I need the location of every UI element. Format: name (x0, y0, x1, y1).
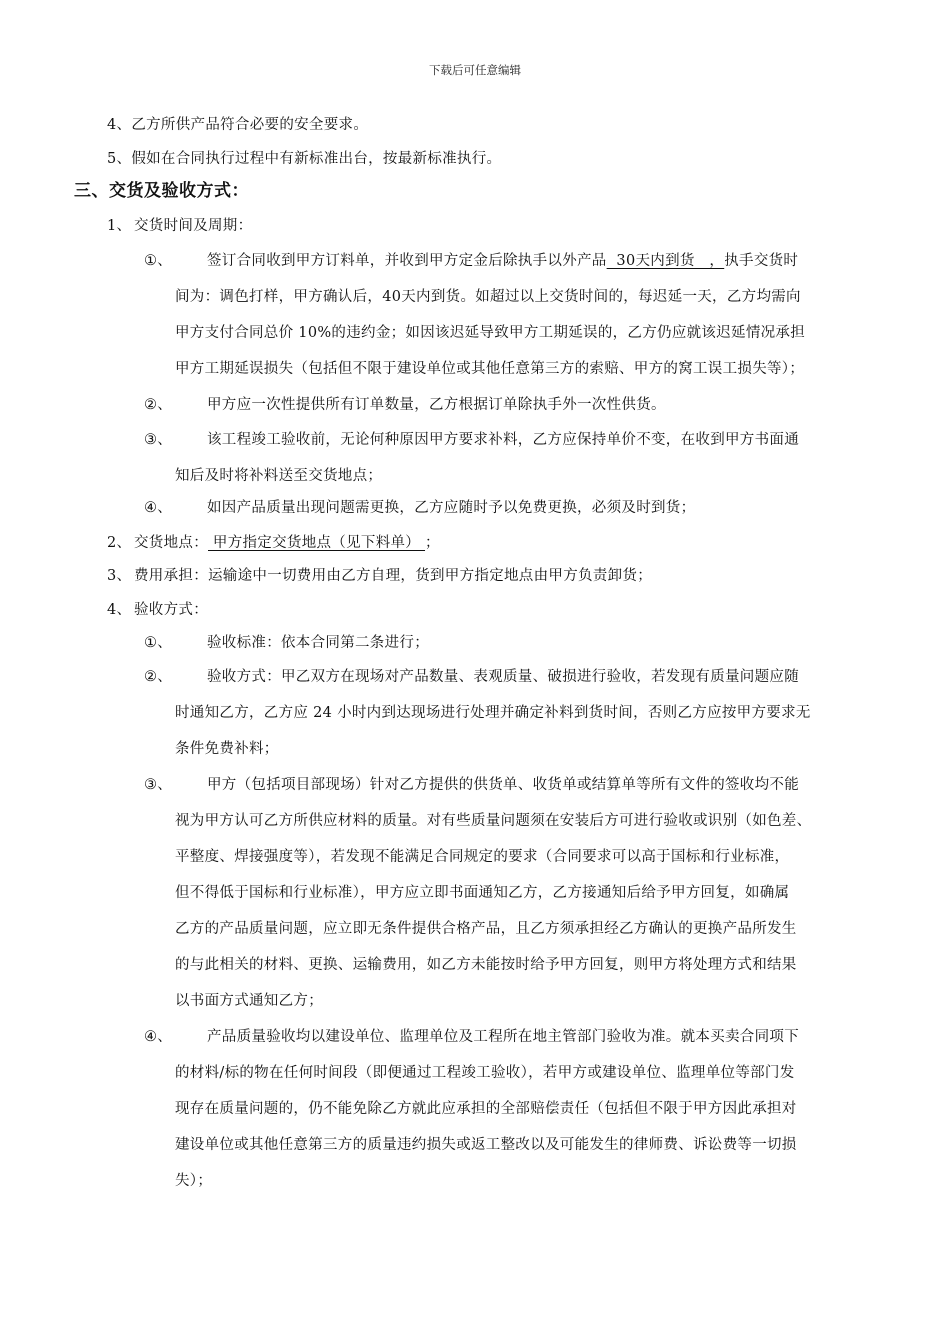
item-1-4-line-1: 如因产品质量出现问题需更换，乙方应随时予以免费更换，必须及时到货； (207, 500, 696, 516)
item-1-2-num: ②、 (144, 397, 173, 413)
item-4-4-line-5: 失）； (175, 1173, 213, 1189)
item-4-num: 4、 (107, 602, 132, 618)
item-2-line (134, 533, 440, 553)
item-4-label: 验收方式： (134, 602, 208, 618)
item-1-1-line-3: 甲方支付合同总价 10%的违约金；如因该迟延导致甲方工期延误的，乙方仍应就该迟延情况承担 (175, 325, 806, 341)
item-4-3-line-2: 视为甲方认可乙方所供应材料的质量。对有些质量问题须在安装后方可进行验收或识别（如色差、 (175, 813, 812, 829)
item-4-3-line-4: 但不得低于国标和行业标准），甲方应立即书面通知乙方，乙方接通知后给予甲方回复，如确属 (175, 885, 790, 901)
item-1-4-num: ④、 (144, 500, 173, 516)
item-1-1-text-tail: 执手交货时 (724, 253, 799, 269)
item-1-label: 交货时间及周期： (134, 218, 253, 234)
item-4-2-line-1: 验收方式：甲乙双方在现场对产品数量、表观质量、破损进行验收，若发现有质量问题应随 (207, 669, 799, 685)
item-3-text: 费用承担：运输途中一切费用由乙方自理，货到甲方指定地点由甲方负责卸货； (134, 568, 652, 584)
item-1-2-line-1: 甲方应一次性提供所有订单数量，乙方根据订单除执手外一次性供货。 (207, 397, 666, 413)
item-4-3-line-3: 平整度、焊接强度等），若发现不能满足合同规定的要求（合同要求可以高于国标和行业标准， (175, 849, 790, 865)
clause-2-5: 5、假如在合同执行过程中有新标准出台，按最新标准执行。 (107, 151, 502, 167)
item-2-num: 2、 (107, 535, 132, 551)
item-4-3-line-6: 的与此相关的材料、更换、运输费用，如乙方未能按时给予甲方回复，则甲方将处理方式和结果 (175, 957, 797, 973)
item-4-3-line-5: 乙方的产品质量问题，应立即无条件提供合格产品，且乙方须承担经乙方确认的更换产品所发生 (175, 921, 797, 937)
item-1-1-text: 签订合同收到甲方订料单，并收到甲方定金后除执手以外产品 (207, 253, 607, 269)
item-2-tail: ； (425, 535, 440, 551)
item-4-1-line-1: 验收标准：依本合同第二条进行； (207, 635, 429, 651)
item-1-3-line-2: 知后及时将补料送至交货地点； (175, 468, 383, 484)
item-1-num: 1、 (107, 218, 132, 234)
item-3-num: 3、 (107, 568, 132, 584)
page-header: 下载后可任意编辑 (429, 63, 521, 77)
item-1-1-line-4: 甲方工期延误损失（包括但不限于建设单位或其他任意第三方的索赔、甲方的窝工误工损失等）； (175, 361, 805, 377)
section-3-heading: 三、交货及验收方式： (74, 181, 249, 201)
item-4-2-num: ②、 (144, 669, 173, 685)
item-4-4-num: ④、 (144, 1029, 173, 1045)
delivery-days-blank: 30天内到货 ， (606, 253, 725, 269)
item-1-1-num: ①、 (144, 253, 173, 269)
item-4-1-num: ①、 (144, 635, 173, 651)
item-4-3-num: ③、 (144, 777, 173, 793)
item-4-4-line-1: 产品质量验收均以建设单位、监理单位及工程所在地主管部门验收为准。就本买卖合同项下 (207, 1029, 799, 1045)
item-4-3-line-7: 以书面方式通知乙方； (175, 993, 323, 1009)
item-2-label: 交货地点： (134, 535, 208, 551)
delivery-place-blank: 甲方指定交货地点（见下料单） (208, 535, 426, 551)
item-4-4-line-4: 建设单位或其他任意第三方的质量违约损失或返工整改以及可能发生的律师费、诉讼费等一切损 (175, 1137, 797, 1153)
item-4-4-line-2: 的材料/标的物在任何时间段（即便通过工程竣工验收），若甲方或建设单位、监理单位等部门发 (175, 1065, 795, 1081)
item-1-3-num: ③、 (144, 432, 173, 448)
item-1-1-line-1 (207, 251, 798, 271)
item-4-4-line-3: 现存在质量问题的，仍不能免除乙方就此应承担的全部赔偿责任（包括但不限于甲方因此承担对 (175, 1101, 797, 1117)
item-1-1-line-2: 间为：调色打样，甲方确认后，40天内到货。如超过以上交货时间的，每迟延一天，乙方均需向 (175, 289, 801, 305)
item-1-3-line-1: 该工程竣工验收前，无论何种原因甲方要求补料，乙方应保持单价不变，在收到甲方书面通 (207, 432, 799, 448)
item-4-2-line-3: 条件免费补料； (175, 741, 279, 757)
item-4-3-line-1: 甲方（包括项目部现场）针对乙方提供的供货单、收货单或结算单等所有文件的签收均不能 (207, 777, 799, 793)
clause-2-4: 4、乙方所供产品符合必要的安全要求。 (107, 117, 369, 133)
item-4-2-line-2: 时通知乙方，乙方应 24 小时内到达现场进行处理并确定补料到货时间，否则乙方应按甲方要求无 (175, 705, 811, 721)
